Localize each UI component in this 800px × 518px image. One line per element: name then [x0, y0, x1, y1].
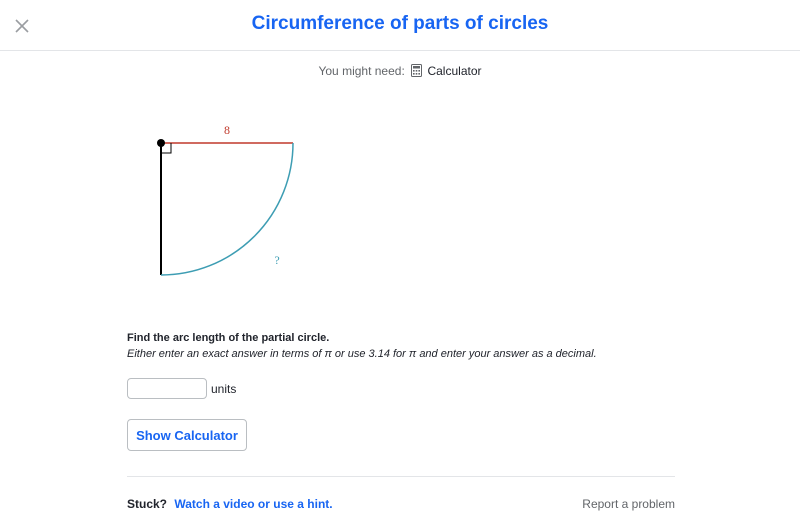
hint-link[interactable]: Watch a video or use a hint.	[174, 497, 333, 511]
calculator-icon	[411, 64, 422, 77]
answer-input[interactable]	[127, 378, 207, 399]
tools-needed	[0, 64, 800, 78]
stuck-section	[127, 497, 333, 511]
units-label: units	[211, 382, 237, 396]
quarter-circle-figure	[140, 115, 320, 290]
calculator-label: Calculator	[427, 64, 482, 78]
question-text: Find the arc length of the partial circle.	[127, 332, 330, 344]
center-point	[157, 139, 165, 147]
show-calculator-button[interactable]: Show Calculator	[127, 419, 247, 451]
arc-label: ?	[274, 253, 280, 267]
question-instructions: Either enter an exact answer in terms of π or use 3.14 for π and enter your answer as a decimal.	[127, 348, 597, 360]
footer-divider	[127, 476, 675, 477]
question-prompt	[127, 332, 597, 360]
radius-label: 8	[224, 123, 230, 137]
tools-needed-label: You might need:	[318, 64, 405, 78]
arc-curve	[161, 143, 293, 275]
stuck-label: Stuck?	[127, 497, 168, 511]
report-problem-link[interactable]: Report a problem	[582, 497, 675, 511]
header-bar	[0, 0, 800, 51]
page-title: Circumference of parts of circles	[251, 13, 549, 34]
